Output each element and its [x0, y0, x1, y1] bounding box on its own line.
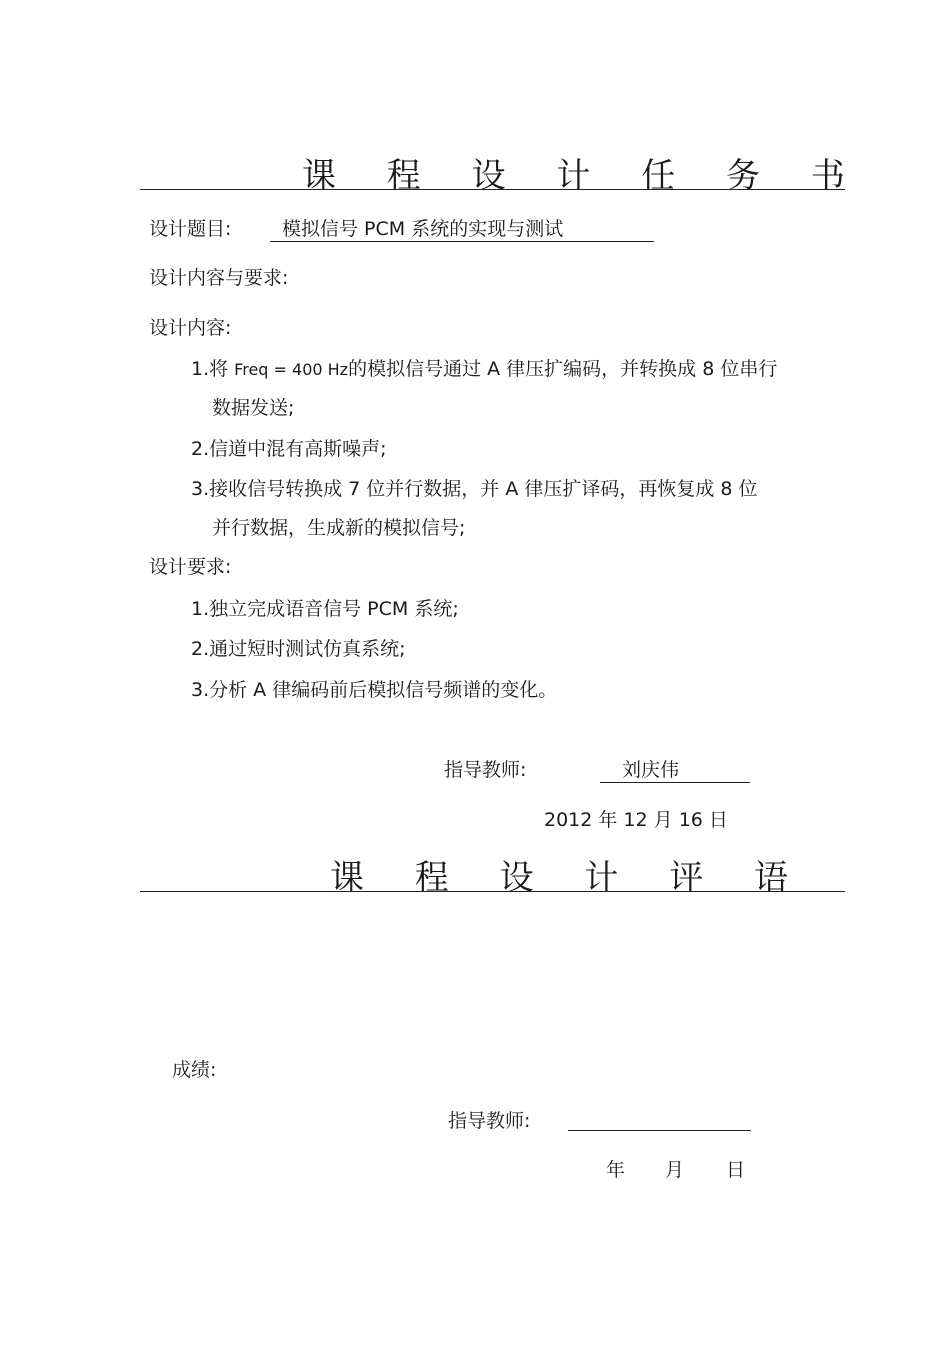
content-item-1 [191, 357, 777, 382]
review-title: 课 程 设 计 评 语 [330, 858, 809, 898]
review-title-rule [140, 891, 845, 892]
grade-label: 成绩: [172, 1059, 217, 1081]
content-item-2: 2.信道中混有高斯噪声; [191, 438, 387, 460]
content-item-1-freq: Freq = 400 Hz [234, 360, 349, 379]
topic-value: 模拟信号 PCM 系统的实现与测试 [270, 217, 654, 242]
review-date-year: 年 [606, 1159, 626, 1181]
review-advisor-blank [568, 1130, 751, 1131]
task-title: 课 程 设 计 任 务 书 [302, 156, 865, 196]
advisor-name: 刘庆伟 [600, 758, 750, 783]
content-heading: 设计内容: [149, 317, 232, 339]
content-item-3-cont: 并行数据，生成新的模拟信号; [212, 517, 466, 539]
req-heading: 设计要求: [149, 556, 232, 578]
content-item-1-post: 的模拟信号通过 A 律压扩编码，并转换成 8 位串行 [348, 358, 778, 380]
topic-label: 设计题目: [149, 218, 232, 240]
content-item-3: 3.接收信号转换成 7 位并行数据，并 A 律压扩译码，再恢复成 8 位 [191, 478, 758, 500]
review-advisor-label: 指导教师: [448, 1110, 531, 1132]
review-date-day: 日 [726, 1159, 746, 1181]
content-item-1-pre: 1.将 [191, 358, 235, 380]
review-date-month: 月 [665, 1159, 685, 1181]
content-item-1-cont: 数据发送; [212, 397, 295, 419]
req-item-2: 2.通过短时测试仿真系统; [191, 638, 406, 660]
task-title-rule [140, 189, 845, 190]
task-date: 2012 年 12 月 16 日 [544, 809, 728, 831]
req-item-3: 3.分析 A 律编码前后模拟信号频谱的变化。 [191, 679, 558, 701]
req-item-1: 1.独立完成语音信号 PCM 系统; [191, 598, 459, 620]
content-req-heading: 设计内容与要求: [149, 267, 289, 289]
advisor-label: 指导教师: [444, 759, 527, 781]
